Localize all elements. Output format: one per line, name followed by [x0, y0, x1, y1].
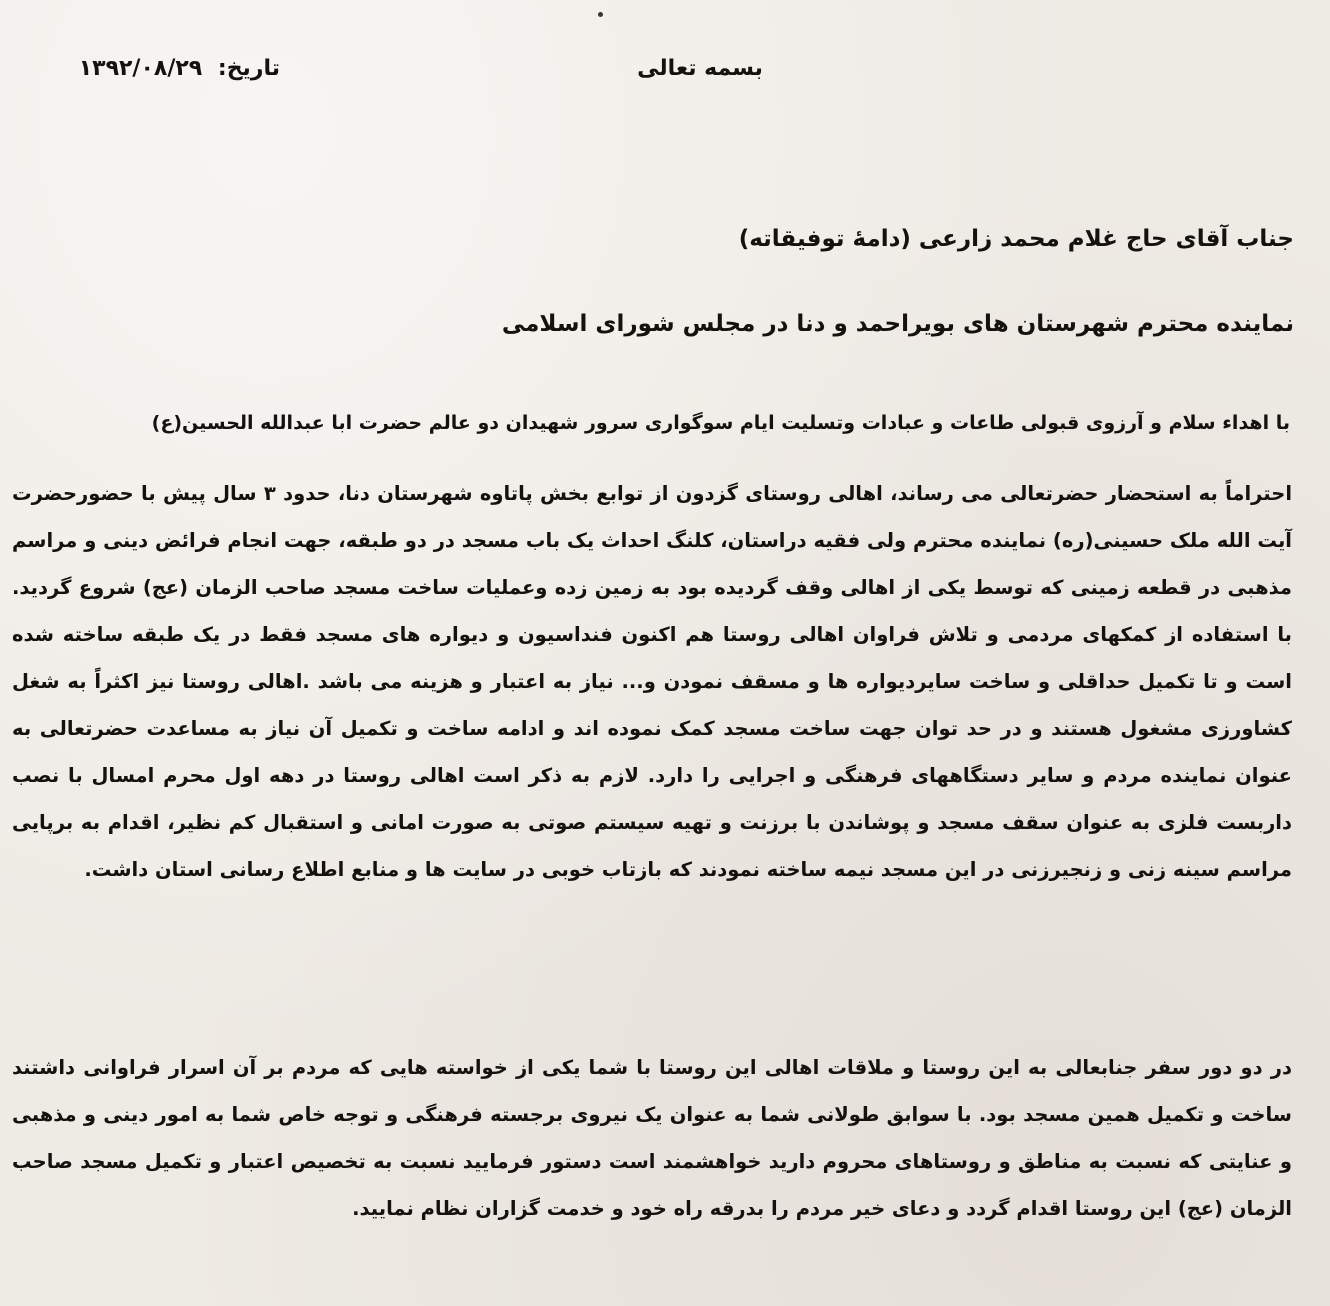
date-value: ۱۳۹۲/۰۸/۲۹ [78, 56, 203, 81]
body-paragraph-1: احتراماً به استحضار حضرتعالی می رساند، اهالی روستای گزدون از توابع بخش پاتاوه شهرستان دنا، حدود ۳ سال پیش با حضورحضرت آیت الله ملک حسینی(ره) نماینده محترم ولی فقیه دراستان، کلنگ احداث یک باب مسجد در دو طبقه، جهت انجام فرائض دینی و مراسم مذهبی در قطعه زمینی که توسط یکی از اهالی وقف گردیده بود به زمین زده وعملیات ساخت مسجد صاحب الزمان (عج) شروع گردید. با استفاده از کمکهای مردمی و تلاش فراوان اهالی روستا هم اکنون فنداسیون و دیواره های مسجد فقط در یک طبقه ساخته شده است و تا تکمیل حداقلی و ساخت سایردیواره ها و مسقف نمودن و... نیاز به اعتبار و هزینه می باشد .اهالی روستا نیز اکثراً به شغل کشاورزی مشغول هستند و در حد توان جهت ساخت مسجد کمک نموده اند و ادامه ساخت و تکمیل آن نیاز به مساعدت حضرتعالی به عنوان نماینده مردم و سایر دستگاههای فرهنگی و اجرایی را دارد. لازم به ذکر است اهالی روستا در دهه اول محرم امسال با نصب داربست فلزی به عنوان سقف مسجد و پوشاندن با برزنت و تهیه سیستم صوتی به صورت امانی و استقبال کم نظیر، اقدام به برپایی مراسم سینه زنی و زنجیرزنی در این مسجد نیمه ساخته نمودند که بازتاب خوبی در سایت ها و منابع اطلاع رسانی استان داشت. [12, 482, 1293, 881]
letter-date [40, 56, 280, 81]
letter-heading: بسمه تعالی [637, 56, 763, 81]
date-label: تاریخ: [217, 56, 280, 81]
recipient-line: جناب آقای حاج غلام محمد زارعی (دامۀ توفیقاته) [738, 226, 1294, 252]
greeting-line: با اهداء سلام و آرزوی قبولی طاعات و عبادات وتسلیت ایام سوگواری سرور شهیدان دو عالم حضرت ابا عبدالله الحسین(ع) [151, 412, 1290, 434]
recipient-position: نماینده محترم شهرستان های بویراحمد و دنا در مجلس شورای اسلامی [501, 311, 1294, 337]
body-paragraph-2: در دو دور سفر جنابعالی به این روستا و ملاقات اهالی این روستا با شما یکی از خواسته هایی که مردم بر آن اسرار فراوانی داشتند ساخت و تکمیل همین مسجد بود. با سوابق طولانی شما به عنوان یک نیروی برجسته فرهنگی و توجه خاص شما به امور دینی و مذهبی و عنایتی که نسبت به مناطق و روستاهای محروم دارید خواهشمند است دستور فرمایید نسبت به تخصیص اعتبار و تکمیل مسجد صاحب الزمان (عج) این روستا اقدام گردد و دعای خیر مردم را بدرقه راه خود و خدمت گزاران نظام نمایید. [12, 1056, 1292, 1220]
paper-speck [598, 12, 603, 17]
